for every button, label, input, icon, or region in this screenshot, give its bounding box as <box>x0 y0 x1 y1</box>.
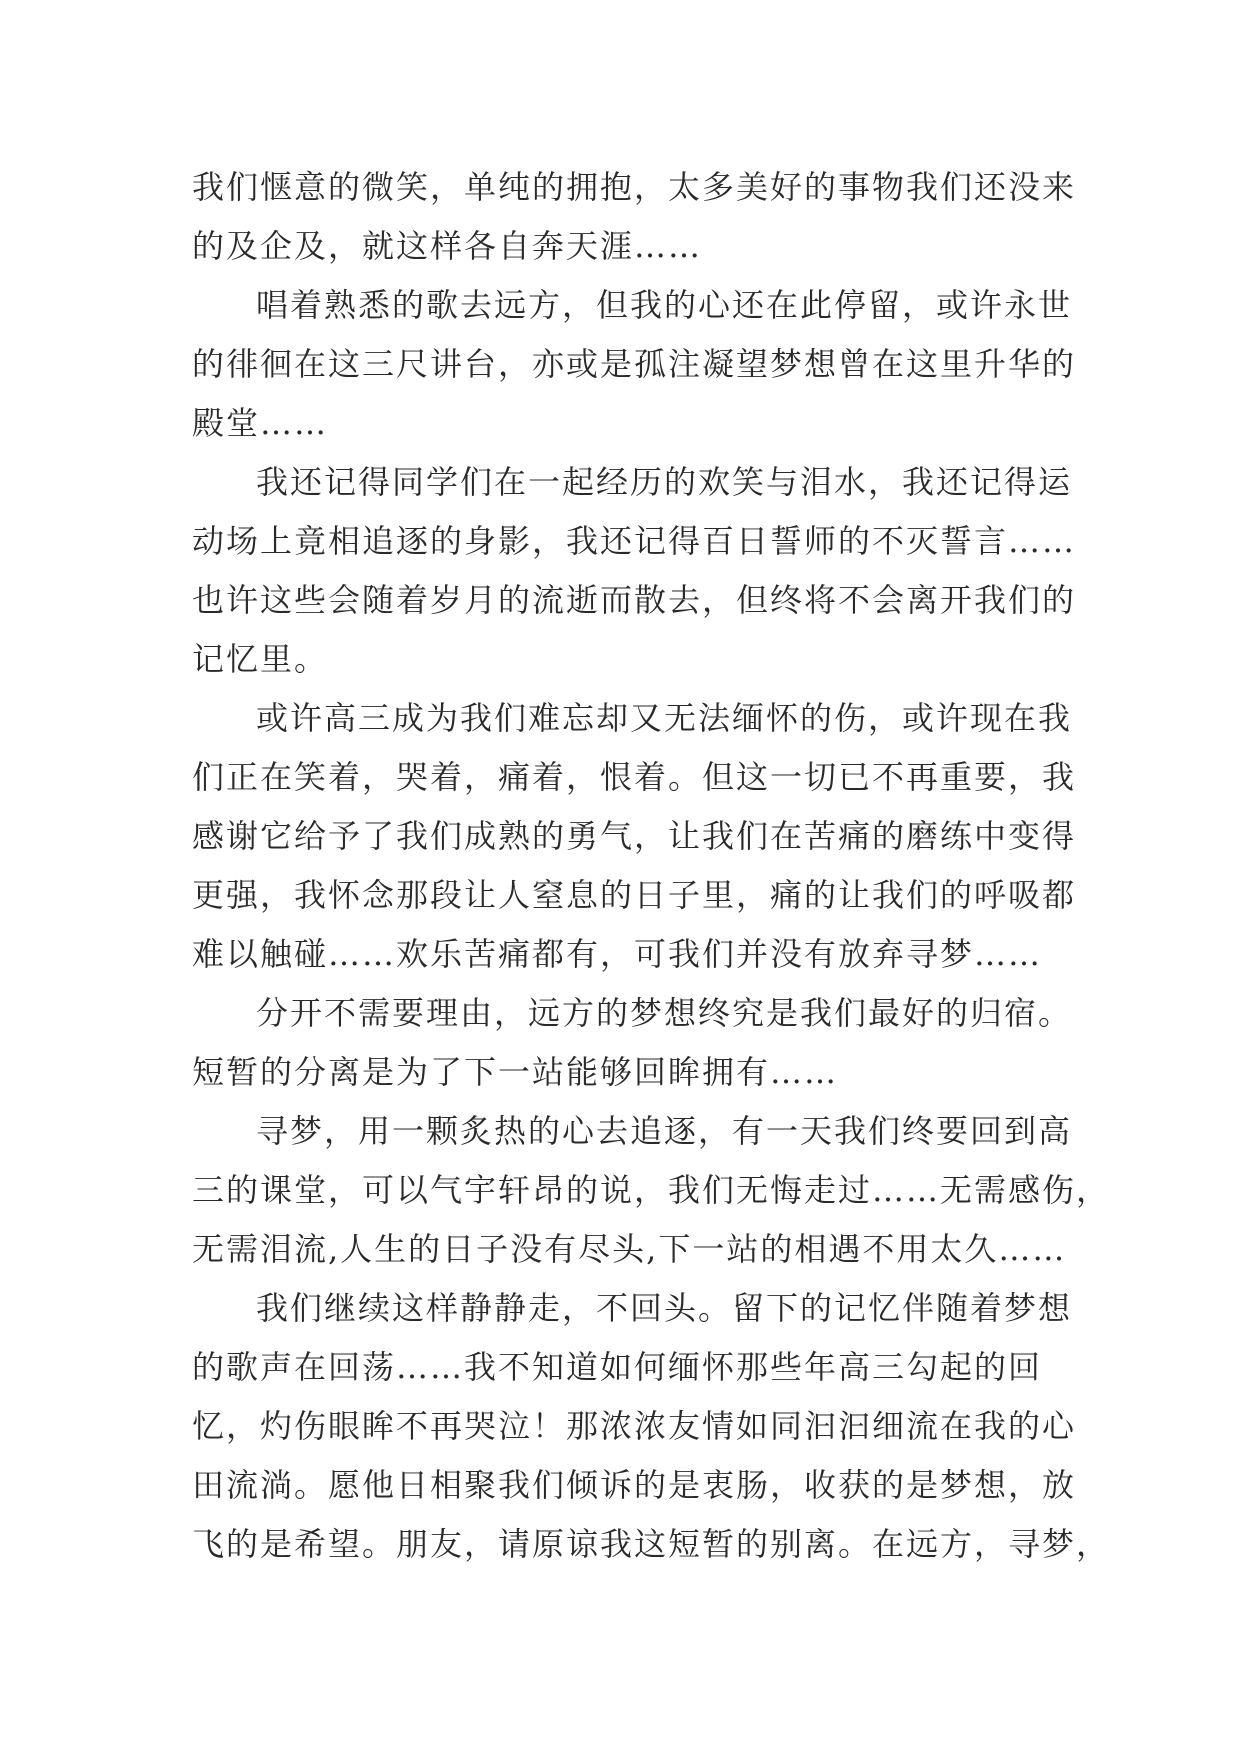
text-line: 飞的是希望。朋友，请原谅我这短暂的别离。在远方，寻梦， <box>192 1525 1111 1563</box>
text-line: 更强，我怀念那段让人窒息的日子里，痛的让我们的呼吸都 <box>192 876 1077 914</box>
text-line: 难以触碰……欢乐苦痛都有，可我们并没有放弃寻梦…… <box>192 935 1043 973</box>
paragraph-start-line: 或许高三成为我们难忘却又无法缅怀的伤，或许现在我 <box>256 699 1073 737</box>
text-line: 也许这些会随着岁月的流逝而散去，但终将不会离开我们的 <box>192 581 1077 619</box>
text-line: 殿堂…… <box>192 404 329 442</box>
text-line: 记忆里。 <box>192 640 329 678</box>
paragraph-start-line: 我们继续这样静静走，不回头。留下的记忆伴随着梦想 <box>256 1289 1073 1327</box>
text-line: 无需泪流,人生的日子没有尽头,下一站的相遇不用太久…… <box>192 1230 1067 1268</box>
text-line: 感谢它给予了我们成熟的勇气，让我们在苦痛的磨练中变得 <box>192 817 1077 855</box>
paragraph-start-line: 分开不需要理由，远方的梦想终究是我们最好的归宿。 <box>256 994 1073 1032</box>
text-line: 短暂的分离是为了下一站能够回眸拥有…… <box>192 1053 839 1091</box>
paragraph-start-line: 寻梦，用一颗炙热的心去追逐，有一天我们终要回到高 <box>256 1112 1073 1150</box>
text-line: 的及企及，就这样各自奔天涯…… <box>192 227 703 265</box>
text-line: 我们惬意的微笑，单纯的拥抱，太多美好的事物我们还没来 <box>192 168 1077 206</box>
text-line: 们正在笑着，哭着，痛着，恨着。但这一切已不再重要，我 <box>192 758 1077 796</box>
text-line: 忆，灼伤眼眸不再哭泣！那浓浓友情如同汩汩细流在我的心 <box>192 1407 1077 1445</box>
paragraph-start-line: 我还记得同学们在一起经历的欢笑与泪水，我还记得运 <box>256 463 1073 501</box>
text-line: 三的课堂，可以气宇轩昂的说，我们无悔走过……无需感伤， <box>192 1171 1111 1209</box>
document-body <box>192 158 1111 1574</box>
paragraph-start-line: 唱着熟悉的歌去远方，但我的心还在此停留，或许永世 <box>256 286 1073 324</box>
text-line: 的徘徊在这三尺讲台，亦或是孤注凝望梦想曾在这里升华的 <box>192 345 1077 383</box>
text-line: 田流淌。愿他日相聚我们倾诉的是衷肠，收获的是梦想，放 <box>192 1466 1077 1504</box>
text-line: 的歌声在回荡……我不知道如何缅怀那些年高三勾起的回 <box>192 1348 1043 1386</box>
text-line: 动场上竟相追逐的身影，我还记得百日誓师的不灭誓言…… <box>192 522 1077 560</box>
